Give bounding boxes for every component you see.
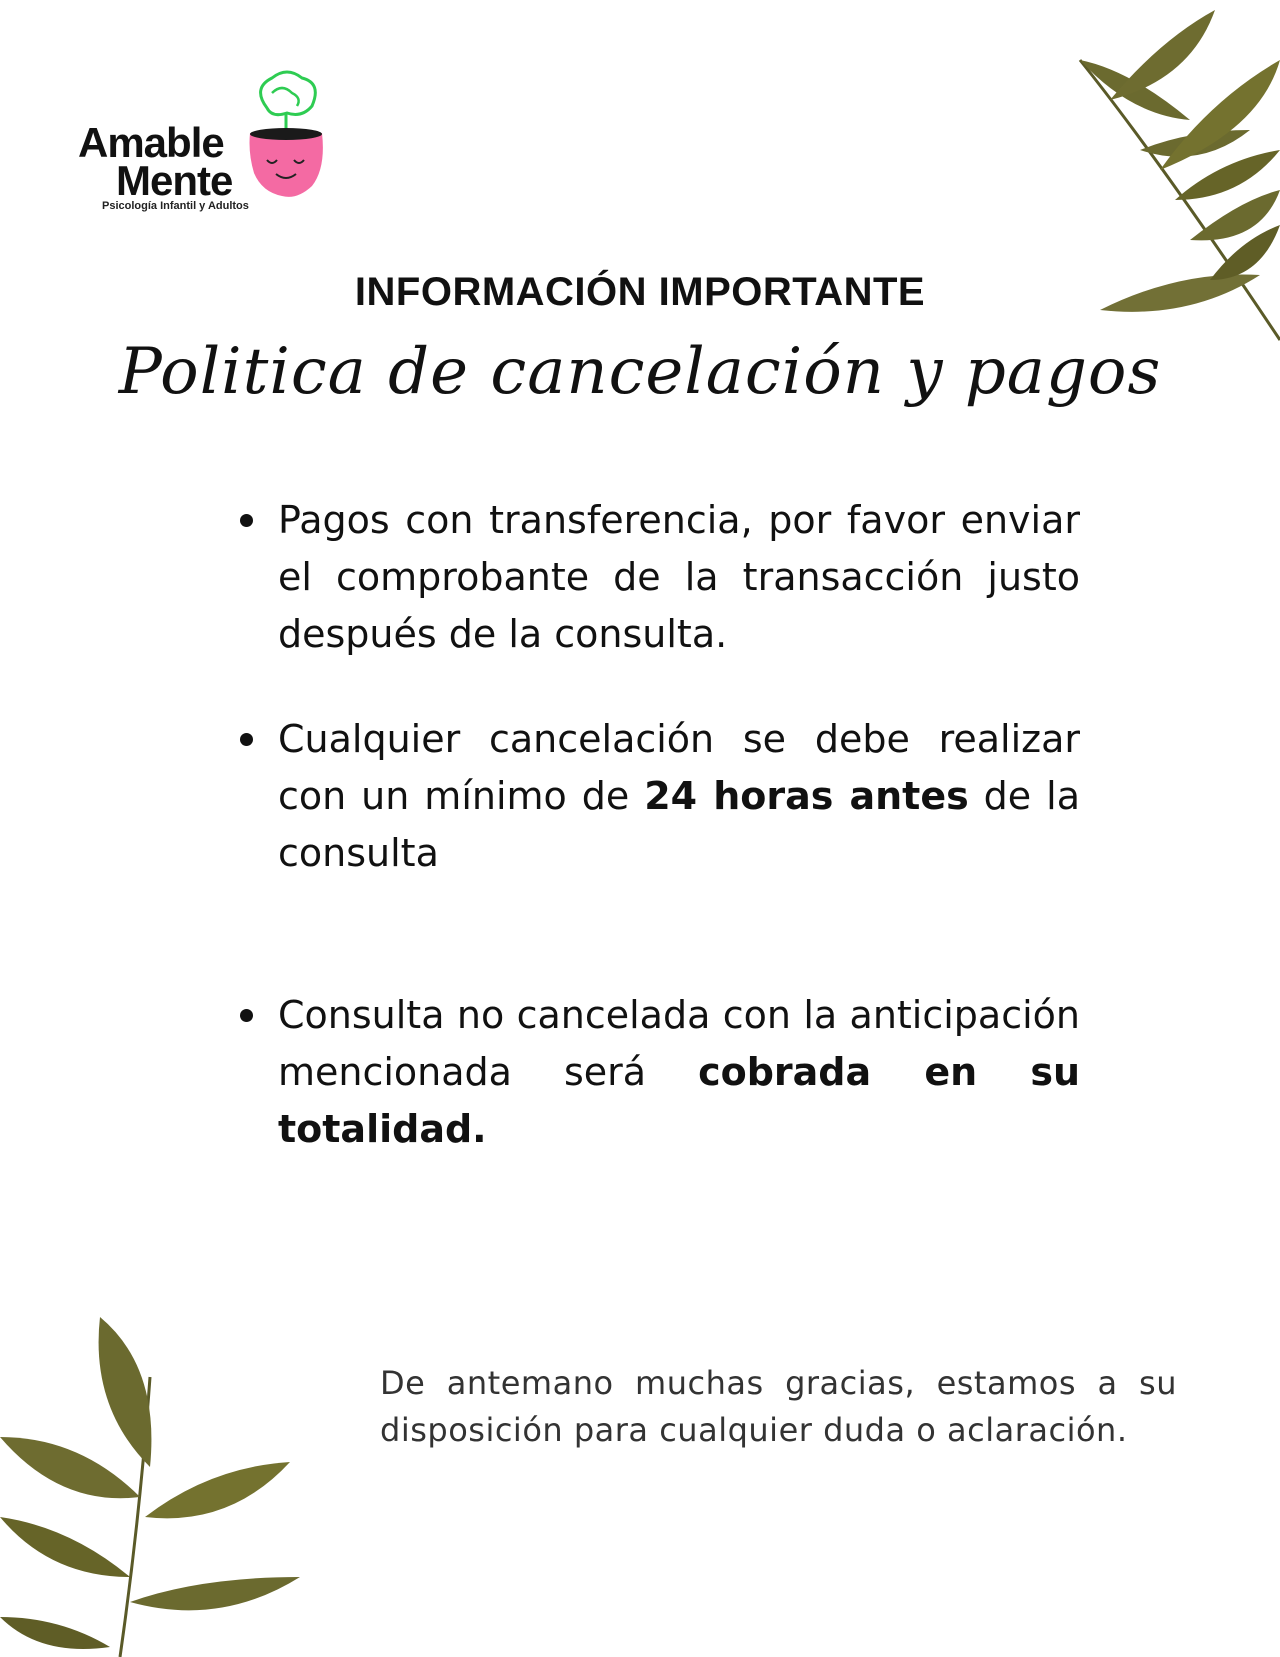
policy-list [240, 492, 1080, 1158]
policy-text-bold: cobrada en su totalidad. [278, 1050, 1080, 1151]
bullet-icon [240, 733, 253, 746]
bullet-icon [240, 514, 253, 527]
logo-word-mente: Mente [116, 157, 233, 204]
policy-text: Consulta no cancelada con la anticipación mencionada será [278, 993, 1080, 1094]
bullet-icon [240, 1009, 253, 1022]
policy-text: Pagos con transferencia, por favor enviar el comprobante de la transacción justo después de la consulta. [278, 498, 1080, 656]
policy-text: Cualquier cancelación se debe realizar con un mínimo de [278, 717, 1080, 818]
list-item [240, 711, 1080, 882]
list-item [240, 987, 1080, 1158]
page-title: Politica de cancelación y pagos [118, 335, 1162, 409]
leaves-decoration-bottom-icon [0, 1317, 310, 1657]
policy-text: de la consulta [278, 774, 1080, 875]
logo-word-amable: Amable [78, 119, 224, 166]
policy-text-bold: 24 horas antes [644, 774, 969, 818]
mind-head-logo-icon [242, 68, 332, 208]
brand-logo [72, 62, 342, 222]
closing-message: De antemano muchas gracias, estamos a su disposición para cualquier duda o aclaración. [380, 1364, 1177, 1449]
page-heading: INFORMACIÓN IMPORTANTE [354, 270, 926, 314]
list-item [240, 492, 1080, 663]
logo-tagline: Psicología Infantil y Adultos [102, 200, 249, 212]
